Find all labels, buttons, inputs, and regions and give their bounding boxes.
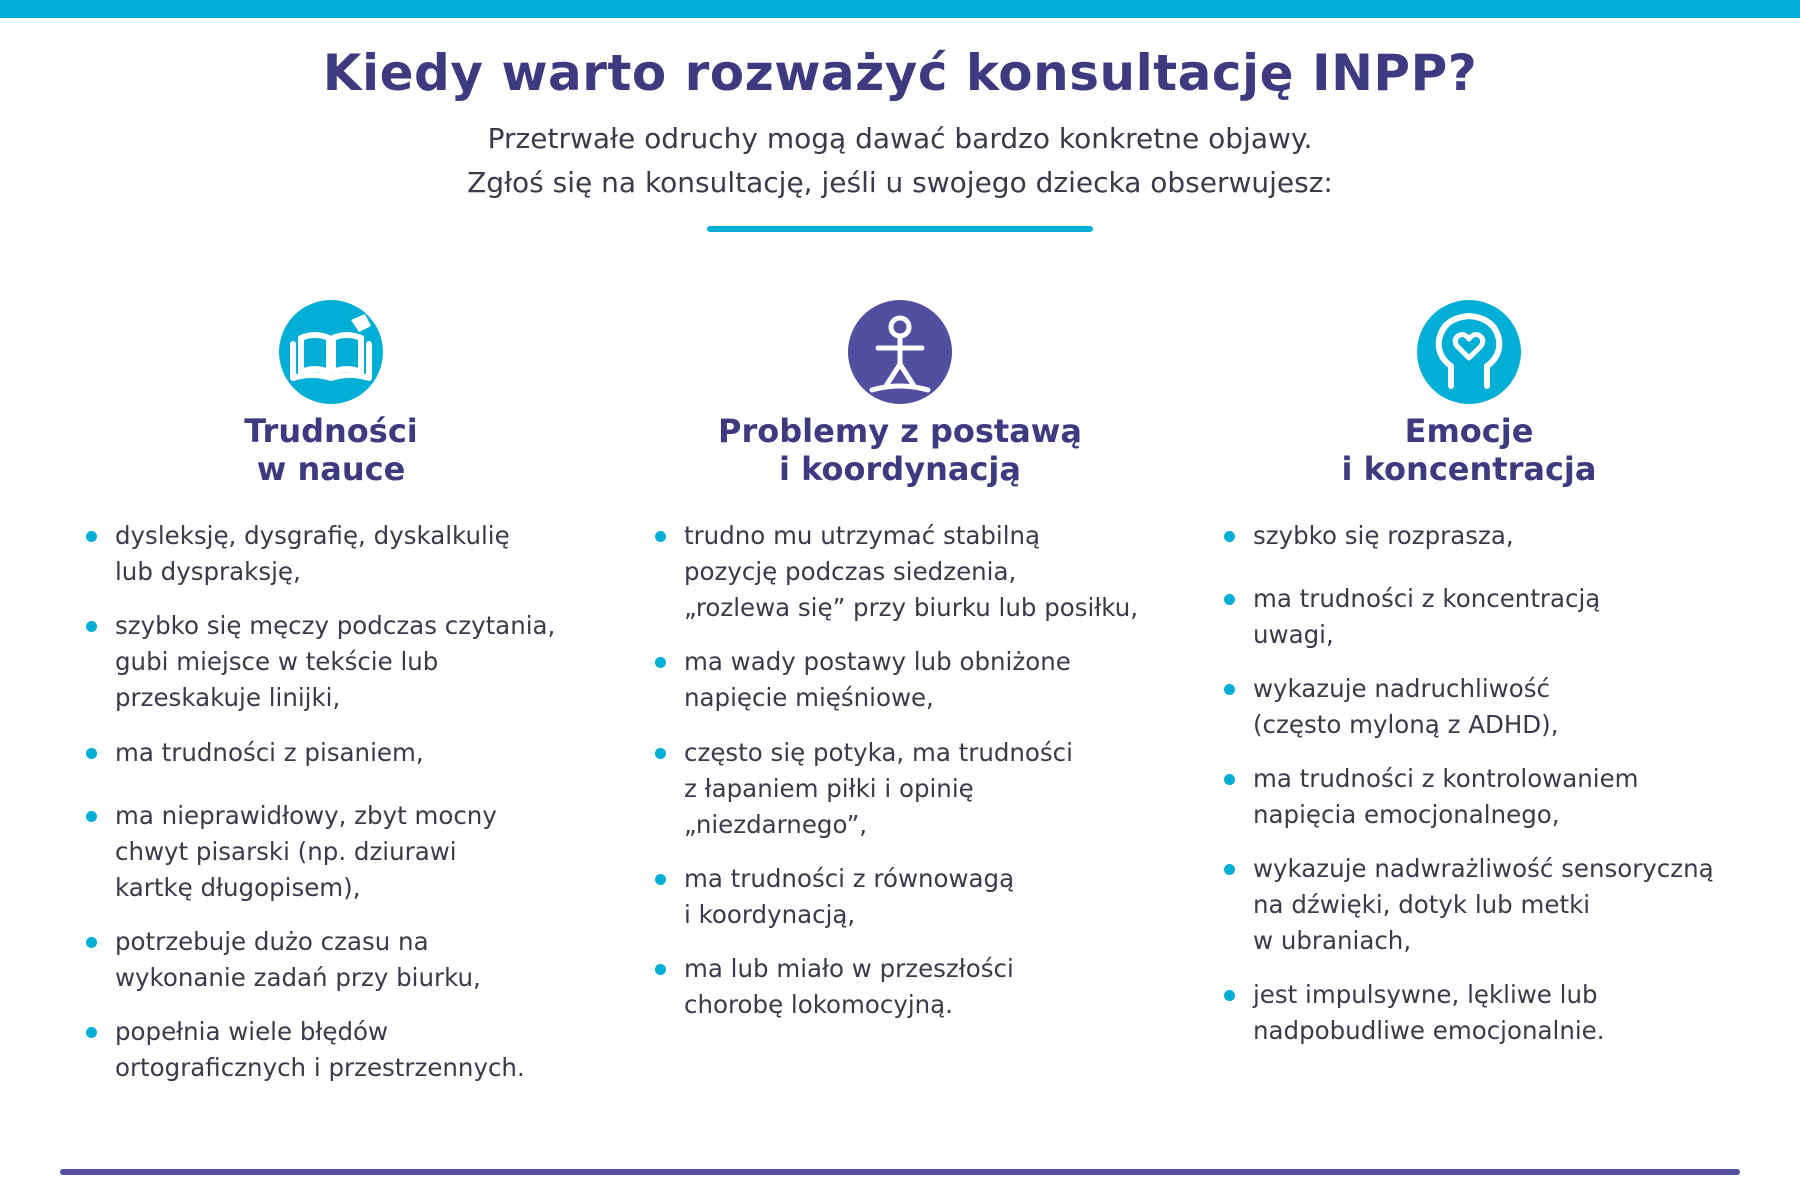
list-item-text: wykazuje nadwrażliwość sensoryczną na dźwięki, dotyk lub metki w ubraniach,	[1253, 854, 1714, 955]
subtitle-line-2: Zgłoś się na konsultację, jeśli u swojego dziecka obserwujesz:	[467, 166, 1333, 199]
subtitle-line-1: Przetrwałe odruchy mogą dawać bardzo konkretne objawy.	[487, 122, 1313, 155]
bullet-icon	[1224, 594, 1235, 605]
bullet-icon	[1224, 990, 1235, 1001]
column-heading-line-1: Emocje	[1404, 412, 1534, 450]
list-item-text: często się potyka, ma trudności z łapaniem piłki i opinię „niezdarnego”,	[684, 738, 1073, 839]
bullet-icon	[86, 748, 97, 759]
top-accent-bar	[0, 0, 1800, 18]
book-icon	[279, 300, 383, 404]
bottom-divider	[60, 1169, 1740, 1175]
list-item-text: wykazuje nadruchliwość (często myloną z ADHD),	[1253, 674, 1559, 739]
bullet-icon	[1224, 864, 1235, 875]
bullet-icon	[1224, 774, 1235, 785]
list-item-text: ma wady postawy lub obniżone napięcie mięśniowe,	[684, 647, 1071, 712]
list-item-text: ma trudności z równowagą i koordynacją,	[684, 864, 1015, 929]
list-item-text: ma trudności z kontrolowaniem napięcia emocjonalnego,	[1253, 764, 1639, 829]
bullet-icon	[655, 964, 666, 975]
column-heading	[655, 412, 1145, 488]
balance-figure-icon	[848, 300, 952, 404]
bullet-icon	[86, 1027, 97, 1038]
bullet-icon	[86, 811, 97, 822]
page-title: Kiedy warto rozważyć konsultację INPP?	[322, 44, 1478, 102]
list-item-text: ma trudności z pisaniem,	[115, 738, 424, 767]
list-item-text: jest impulsywne, lękliwe lub nadpobudliwe emocjonalnie.	[1253, 980, 1605, 1045]
column-heading	[1224, 412, 1714, 488]
column-heading-line-2: w nauce	[256, 450, 406, 488]
list-item-text: szybko się męczy podczas czytania, gubi miejsce w tekście lub przeskakuje linijki,	[115, 611, 556, 712]
list-item-text: dysleksję, dysgrafię, dyskalkulię lub dyspraksję,	[115, 521, 510, 586]
list-item-text: ma trudności z koncentracją uwagi,	[1253, 584, 1601, 649]
bullet-icon	[655, 657, 666, 668]
list-item-text: trudno mu utrzymać stabilną pozycję podczas siedzenia, „rozlewa się” przy biurku lub posiłku,	[684, 521, 1139, 622]
bullet-icon	[86, 937, 97, 948]
bullet-icon	[655, 748, 666, 759]
list-item-text: potrzebuje dużo czasu na wykonanie zadań przy biurku,	[115, 927, 481, 992]
list-item-text: ma lub miało w przeszłości chorobę lokomocyjną.	[684, 954, 1014, 1019]
list-item-text: popełnia wiele błędów ortograficznych i przestrzennych.	[115, 1017, 525, 1082]
list-item-text: ma nieprawidłowy, zbyt mocny chwyt pisarski (np. dziurawi kartkę długopisem),	[115, 801, 497, 902]
bullet-icon	[1224, 684, 1235, 695]
head-heart-icon	[1417, 300, 1521, 404]
bullet-icon	[655, 874, 666, 885]
bullet-icon	[86, 531, 97, 542]
bullet-icon	[655, 531, 666, 542]
column-heading	[86, 412, 576, 488]
column-heading-line-2: i koncentracja	[1341, 450, 1597, 488]
column-heading-line-1: Trudności	[244, 412, 418, 450]
column-heading-line-1: Problemy z postawą	[718, 412, 1082, 450]
list-item-text: szybko się rozprasza,	[1253, 521, 1514, 550]
column-heading-line-2: i koordynacją	[779, 450, 1021, 488]
bullet-icon	[1224, 531, 1235, 542]
bullet-icon	[86, 621, 97, 632]
title-divider	[707, 226, 1093, 232]
